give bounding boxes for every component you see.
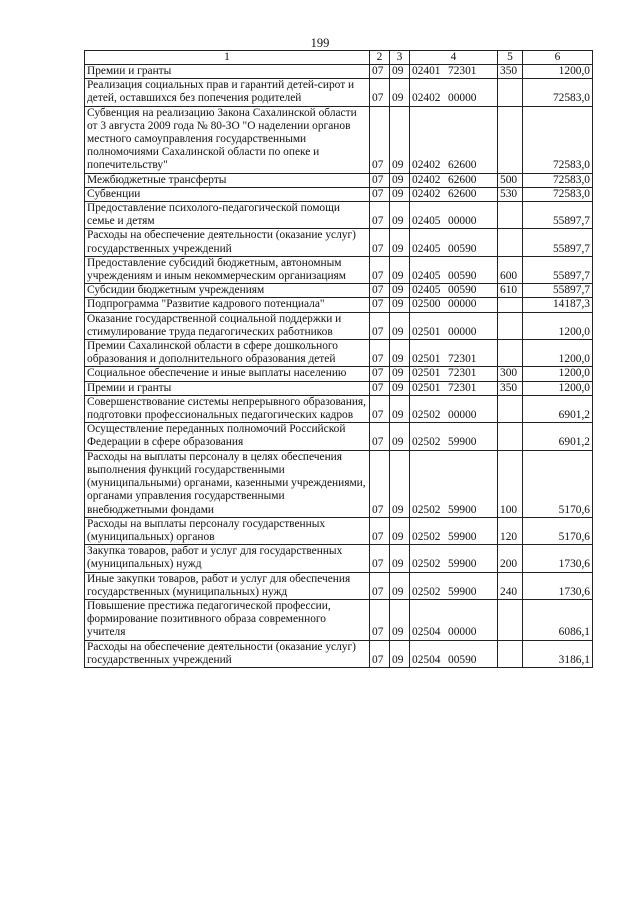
row-section: 07 — [370, 545, 390, 572]
row-name: Предоставление психолого-педагогической помощи семье и детям — [85, 202, 370, 229]
row-name: Расходы на обеспечение деятельности (оказание услуг) государственных учреждений — [85, 640, 370, 667]
row-code-part-1: 02504 — [412, 626, 441, 639]
row-code-part-2: 59900 — [448, 503, 477, 516]
row-target-code — [410, 202, 498, 229]
row-section: 07 — [370, 298, 390, 312]
row-target-code — [410, 79, 498, 106]
row-name: Оказание государственной социальной поддержки и стимулирование труда педагогических работников — [85, 312, 370, 339]
row-target-code — [410, 340, 498, 367]
row-subsection: 09 — [390, 79, 410, 106]
row-subsection: 09 — [390, 173, 410, 187]
row-code-part-1: 02504 — [412, 653, 441, 666]
row-code-part-2: 62600 — [448, 159, 477, 172]
row-name: Реализация социальных прав и гарантий детей-сирот и детей, оставшихся без попечения родителей — [85, 79, 370, 106]
row-name: Субвенции — [85, 187, 370, 201]
row-subsection: 09 — [390, 367, 410, 381]
table-row — [85, 256, 593, 283]
row-target-code — [410, 256, 498, 283]
row-amount: 72583,0 — [523, 79, 593, 106]
row-subsection: 09 — [390, 256, 410, 283]
row-code-part-1: 02402 — [412, 92, 441, 105]
table-row — [85, 381, 593, 395]
row-code-part-1: 02501 — [412, 325, 441, 338]
page-number: 199 — [310, 36, 330, 50]
table-row — [85, 187, 593, 201]
row-name: Субвенция на реализацию Закона Сахалинской области от 3 августа 2009 года № 80-ЗО "О наделении органов местного самоуправления государственными полномочиями Сахалинской области по опеке и попечительству" — [85, 106, 370, 173]
row-code-part-2: 00590 — [448, 284, 477, 297]
row-code-part-1: 02501 — [412, 381, 441, 394]
row-subsection: 09 — [390, 298, 410, 312]
row-expense-type — [498, 599, 523, 640]
row-section: 07 — [370, 229, 390, 256]
row-code-part-2: 00000 — [448, 325, 477, 338]
row-amount: 55897,7 — [523, 229, 593, 256]
row-target-code — [410, 229, 498, 256]
row-section: 07 — [370, 79, 390, 106]
row-expense-type: 350 — [498, 65, 523, 79]
table-row — [85, 202, 593, 229]
row-amount: 55897,7 — [523, 202, 593, 229]
row-section: 07 — [370, 65, 390, 79]
row-amount: 1200,0 — [523, 340, 593, 367]
row-code-part-1: 02401 — [412, 65, 441, 77]
row-code-part-1: 02502 — [412, 585, 441, 598]
row-subsection: 09 — [390, 284, 410, 298]
row-subsection: 09 — [390, 572, 410, 599]
row-expense-type: 500 — [498, 173, 523, 187]
row-expense-type: 600 — [498, 256, 523, 283]
row-subsection: 09 — [390, 312, 410, 339]
row-amount: 6086,1 — [523, 599, 593, 640]
row-name: Расходы на выплаты персоналу государственных (муниципальных) органов — [85, 517, 370, 544]
column-header-2: 2 — [370, 51, 390, 65]
row-expense-type — [498, 79, 523, 106]
row-code-part-2: 72301 — [448, 353, 477, 366]
row-name: Закупка товаров, работ и услуг для государственных (муниципальных) нужд — [85, 545, 370, 572]
row-target-code — [410, 284, 498, 298]
row-code-part-2: 72301 — [448, 65, 477, 77]
table-row — [85, 640, 593, 667]
row-amount: 55897,7 — [523, 256, 593, 283]
row-code-part-1: 02402 — [412, 159, 441, 172]
row-name: Премии и гранты — [85, 65, 370, 79]
row-code-part-2: 72301 — [448, 367, 477, 380]
row-section: 07 — [370, 256, 390, 283]
row-code-part-1: 02502 — [412, 530, 441, 543]
table-row — [85, 65, 593, 79]
row-code-part-2: 00590 — [448, 242, 477, 255]
column-header-5: 5 — [498, 51, 523, 65]
table-row — [85, 229, 593, 256]
row-subsection: 09 — [390, 450, 410, 517]
row-target-code — [410, 65, 498, 79]
row-code-part-2: 62600 — [448, 187, 477, 200]
row-subsection: 09 — [390, 65, 410, 79]
row-amount: 5170,6 — [523, 517, 593, 544]
row-target-code — [410, 423, 498, 450]
row-expense-type — [498, 395, 523, 422]
row-amount: 1200,0 — [523, 381, 593, 395]
row-code-part-1: 02502 — [412, 436, 441, 449]
row-name: Совершенствование системы непрерывного образования, подготовки профессиональных педагогических кадров — [85, 395, 370, 422]
row-name: Субсидии бюджетным учреждениям — [85, 284, 370, 298]
row-section: 07 — [370, 517, 390, 544]
row-section: 07 — [370, 423, 390, 450]
row-subsection: 09 — [390, 187, 410, 201]
header-row — [85, 51, 593, 65]
table-row — [85, 517, 593, 544]
row-expense-type: 610 — [498, 284, 523, 298]
budget-table — [84, 50, 593, 668]
row-code-part-2: 00000 — [448, 409, 477, 422]
table-row — [85, 572, 593, 599]
row-code-part-2: 00590 — [448, 270, 477, 283]
row-code-part-1: 02405 — [412, 284, 441, 297]
row-name: Повышение престижа педагогической профессии, формирование позитивного образа современного учителя — [85, 599, 370, 640]
row-name: Межбюджетные трансферты — [85, 173, 370, 187]
table-row — [85, 106, 593, 173]
row-target-code — [410, 599, 498, 640]
row-code-part-2: 59900 — [448, 585, 477, 598]
row-target-code — [410, 187, 498, 201]
row-subsection: 09 — [390, 395, 410, 422]
row-expense-type — [498, 202, 523, 229]
row-code-part-1: 02405 — [412, 270, 441, 283]
row-section: 07 — [370, 395, 390, 422]
row-subsection: 09 — [390, 640, 410, 667]
row-code-part-1: 02402 — [412, 173, 441, 186]
row-code-part-1: 02405 — [412, 242, 441, 255]
row-code-part-1: 02405 — [412, 215, 441, 228]
row-name: Иные закупки товаров, работ и услуг для обеспечения государственных (муниципальных) нужд — [85, 572, 370, 599]
table-row — [85, 340, 593, 367]
row-target-code — [410, 312, 498, 339]
row-amount: 6901,2 — [523, 395, 593, 422]
table-row — [85, 599, 593, 640]
row-section: 07 — [370, 340, 390, 367]
row-expense-type — [498, 340, 523, 367]
row-section: 07 — [370, 640, 390, 667]
row-expense-type: 240 — [498, 572, 523, 599]
row-subsection: 09 — [390, 202, 410, 229]
row-code-part-1: 02502 — [412, 503, 441, 516]
row-expense-type: 200 — [498, 545, 523, 572]
row-expense-type: 350 — [498, 381, 523, 395]
row-subsection: 09 — [390, 545, 410, 572]
row-code-part-2: 59900 — [448, 436, 477, 449]
row-code-part-2: 72301 — [448, 381, 477, 394]
row-name: Предоставление субсидий бюджетным, автономным учреждениям и иным некоммерческим организациям — [85, 256, 370, 283]
row-section: 07 — [370, 450, 390, 517]
row-subsection: 09 — [390, 517, 410, 544]
row-name: Осуществление переданных полномочий Российской Федерации в сфере образования — [85, 423, 370, 450]
row-amount: 6901,2 — [523, 423, 593, 450]
row-code-part-1: 02402 — [412, 187, 441, 200]
row-section: 07 — [370, 381, 390, 395]
row-target-code — [410, 572, 498, 599]
row-amount: 72583,0 — [523, 173, 593, 187]
row-amount: 1730,6 — [523, 545, 593, 572]
row-code-part-1: 02500 — [412, 298, 441, 311]
row-section: 07 — [370, 599, 390, 640]
row-code-part-2: 00000 — [448, 298, 477, 311]
row-subsection: 09 — [390, 381, 410, 395]
row-section: 07 — [370, 187, 390, 201]
row-code-part-1: 02502 — [412, 558, 441, 571]
row-target-code — [410, 395, 498, 422]
row-expense-type: 530 — [498, 187, 523, 201]
table-row — [85, 79, 593, 106]
table-row — [85, 450, 593, 517]
row-subsection: 09 — [390, 599, 410, 640]
row-amount: 1200,0 — [523, 65, 593, 79]
table-row — [85, 395, 593, 422]
row-code-part-2: 59900 — [448, 558, 477, 571]
row-expense-type: 300 — [498, 367, 523, 381]
row-code-part-2: 00000 — [448, 92, 477, 105]
row-amount: 72583,0 — [523, 187, 593, 201]
row-amount: 55897,7 — [523, 284, 593, 298]
row-code-part-2: 00000 — [448, 215, 477, 228]
row-target-code — [410, 173, 498, 187]
row-subsection: 09 — [390, 229, 410, 256]
row-target-code — [410, 450, 498, 517]
table-row — [85, 312, 593, 339]
row-name: Премии и гранты — [85, 381, 370, 395]
row-amount: 1730,6 — [523, 572, 593, 599]
row-section: 07 — [370, 312, 390, 339]
row-code-part-1: 02502 — [412, 409, 441, 422]
row-subsection: 09 — [390, 106, 410, 173]
row-expense-type — [498, 640, 523, 667]
row-target-code — [410, 640, 498, 667]
row-code-part-1: 02501 — [412, 353, 441, 366]
row-section: 07 — [370, 106, 390, 173]
row-amount: 1200,0 — [523, 312, 593, 339]
table-row — [85, 284, 593, 298]
row-name: Подпрограмма "Развитие кадрового потенциала" — [85, 298, 370, 312]
row-name: Расходы на выплаты персоналу в целях обеспечения выполнения функций государственными (муниципальными) органами, казенными учреждениями, органами управления государственными внебюджетными фондами — [85, 450, 370, 517]
column-header-4: 4 — [410, 51, 498, 65]
row-expense-type — [498, 423, 523, 450]
row-amount: 14187,3 — [523, 298, 593, 312]
row-expense-type — [498, 106, 523, 173]
row-expense-type — [498, 298, 523, 312]
table-row — [85, 173, 593, 187]
column-header-3: 3 — [390, 51, 410, 65]
row-section: 07 — [370, 284, 390, 298]
row-expense-type — [498, 312, 523, 339]
row-amount: 72583,0 — [523, 106, 593, 173]
row-amount: 3186,1 — [523, 640, 593, 667]
row-amount: 1200,0 — [523, 367, 593, 381]
column-header-1: 1 — [85, 51, 370, 65]
table-row — [85, 545, 593, 572]
row-expense-type: 120 — [498, 517, 523, 544]
table-row — [85, 423, 593, 450]
row-expense-type: 100 — [498, 450, 523, 517]
row-name: Премии Сахалинской области в сфере дошкольного образования и дополнительного образования детей — [85, 340, 370, 367]
row-section: 07 — [370, 173, 390, 187]
row-target-code — [410, 381, 498, 395]
row-name: Социальное обеспечение и иные выплаты населению — [85, 367, 370, 381]
row-subsection: 09 — [390, 340, 410, 367]
row-code-part-2: 62600 — [448, 173, 477, 186]
row-code-part-2: 59900 — [448, 530, 477, 543]
row-code-part-1: 02501 — [412, 367, 441, 380]
row-section: 07 — [370, 367, 390, 381]
row-section: 07 — [370, 572, 390, 599]
row-amount: 5170,6 — [523, 450, 593, 517]
row-section: 07 — [370, 202, 390, 229]
table-row — [85, 298, 593, 312]
column-header-6: 6 — [523, 51, 593, 65]
row-code-part-2: 00590 — [448, 653, 477, 666]
row-target-code — [410, 298, 498, 312]
row-target-code — [410, 545, 498, 572]
row-code-part-2: 00000 — [448, 626, 477, 639]
row-target-code — [410, 106, 498, 173]
row-target-code — [410, 517, 498, 544]
row-expense-type — [498, 229, 523, 256]
row-target-code — [410, 367, 498, 381]
table-row — [85, 367, 593, 381]
row-name: Расходы на обеспечение деятельности (оказание услуг) государственных учреждений — [85, 229, 370, 256]
row-subsection: 09 — [390, 423, 410, 450]
